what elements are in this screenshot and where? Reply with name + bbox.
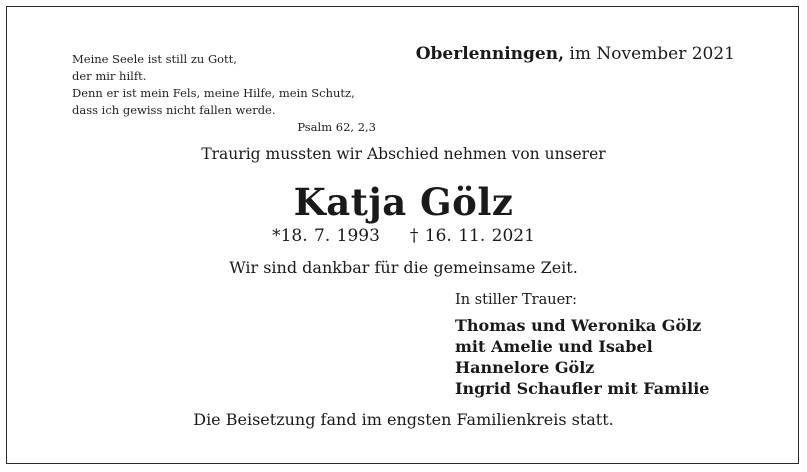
- psalm-line: der mir hilft.: [72, 69, 147, 83]
- psalm-reference: Psalm 62, 2,3: [297, 120, 376, 134]
- birth-date: *18. 7. 1993: [272, 226, 380, 246]
- date: im November 2021: [569, 44, 735, 64]
- mourners-names: [455, 315, 709, 399]
- place-date: [416, 44, 735, 64]
- deceased-name: Katja Gölz: [293, 180, 514, 224]
- mourner-name: Hannelore Gölz: [455, 358, 595, 377]
- gratitude-text: Wir sind dankbar für die gemeinsame Zeit.: [229, 258, 578, 277]
- psalm-line: dass ich gewiss nicht fallen werde.: [72, 103, 276, 117]
- death-date: † 16. 11. 2021: [409, 226, 535, 246]
- psalm-quote: [72, 51, 376, 136]
- place: Oberlenningen,: [415, 44, 564, 64]
- life-dates: [0, 226, 807, 246]
- mourners-label: In stiller Trauer:: [455, 292, 577, 308]
- mourner-name: mit Amelie und Isabel: [455, 337, 653, 356]
- intro-text: Traurig mussten wir Abschied nehmen von unserer: [201, 145, 606, 163]
- mourner-name: Thomas und Weronika Gölz: [455, 316, 702, 335]
- mourners-block: [455, 292, 709, 399]
- funeral-note: Die Beisetzung fand im engsten Familienkreis statt.: [193, 410, 614, 429]
- mourner-name: Ingrid Schaufler mit Familie: [455, 379, 710, 398]
- psalm-line: Denn er ist mein Fels, meine Hilfe, mein Schutz,: [72, 86, 355, 100]
- psalm-line: Meine Seele ist still zu Gott,: [72, 52, 237, 66]
